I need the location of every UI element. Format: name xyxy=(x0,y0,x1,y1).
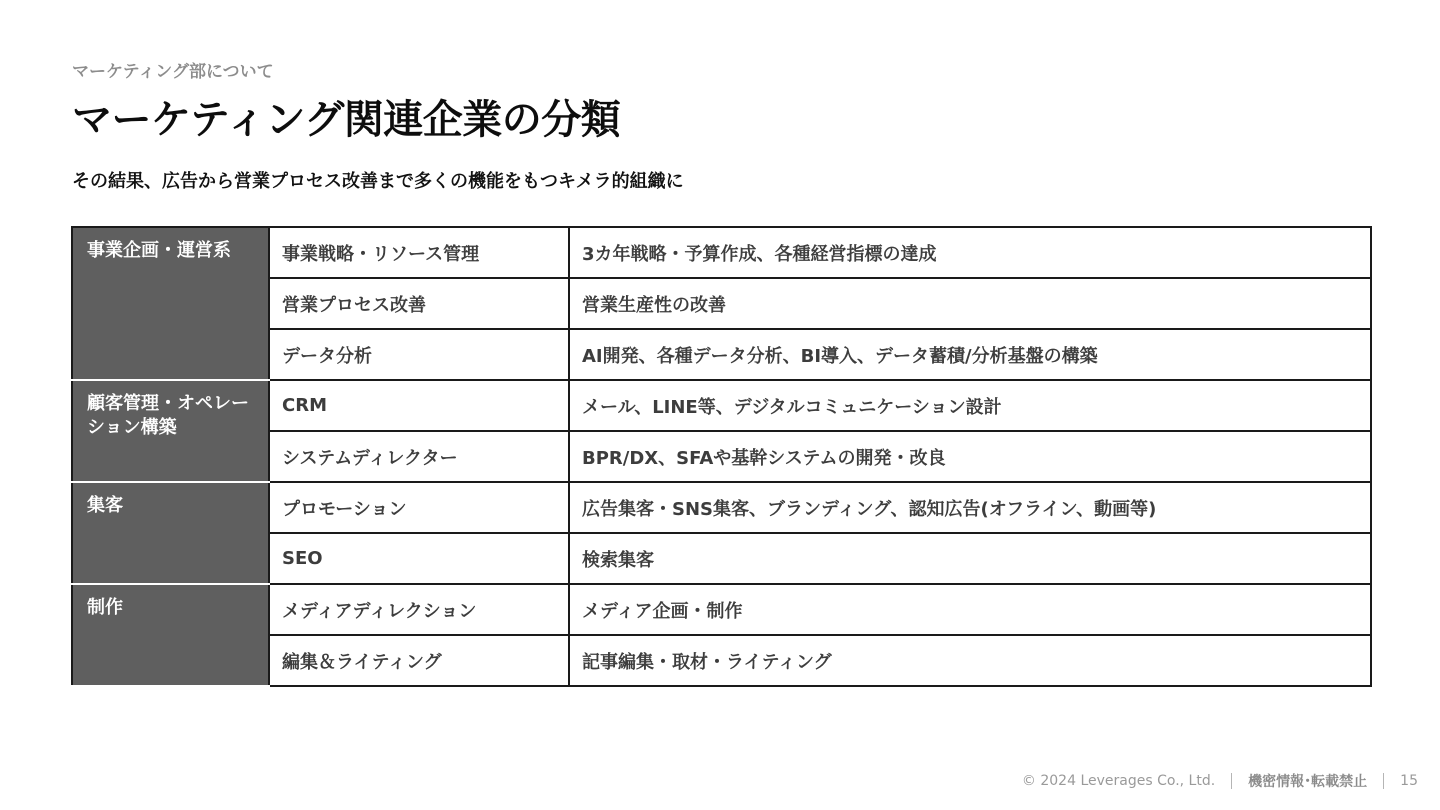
detail-cell: 3カ年戦略・予算作成、各種経営指標の達成 xyxy=(569,227,1371,278)
detail-cell: AI開発、各種データ分析、BI導入、データ蓄積/分析基盤の構築 xyxy=(569,329,1371,380)
footer-divider xyxy=(1231,773,1232,789)
function-cell: データ分析 xyxy=(269,329,569,380)
category-cell: 集客 xyxy=(72,482,269,584)
category-cell: 事業企画・運営系 xyxy=(72,227,269,380)
category-cell: 制作 xyxy=(72,584,269,686)
function-cell: 編集＆ライティング xyxy=(269,635,569,686)
table-row xyxy=(72,380,1371,431)
slide-subtitle: その結果、広告から営業プロセス改善まで多くの機能をもつキメラ的組織に xyxy=(72,171,684,192)
table-row xyxy=(72,584,1371,635)
detail-cell: 営業生産性の改善 xyxy=(569,278,1371,329)
page-number: 15 xyxy=(1400,773,1418,789)
table-row xyxy=(72,227,1371,278)
detail-cell: 記事編集・取材・ライティング xyxy=(569,635,1371,686)
slide-footer xyxy=(1022,771,1418,791)
detail-cell: メール、LINE等、デジタルコミュニケーション設計 xyxy=(569,380,1371,431)
detail-cell: 検索集客 xyxy=(569,533,1371,584)
function-cell: 事業戦略・リソース管理 xyxy=(269,227,569,278)
slide-eyebrow: マーケティング部について xyxy=(72,62,274,82)
copyright-text: © 2024 Leverages Co., Ltd. xyxy=(1021,773,1216,789)
function-cell: 営業プロセス改善 xyxy=(269,278,569,329)
classification-table xyxy=(71,226,1372,687)
category-cell: 顧客管理・オペレーション構築 xyxy=(72,380,269,482)
function-cell: システムディレクター xyxy=(269,431,569,482)
confidential-label: 機密情報･転載禁止 xyxy=(1248,774,1368,790)
detail-cell: BPR/DX、SFAや基幹システムの開発・改良 xyxy=(569,431,1371,482)
function-cell: プロモーション xyxy=(269,482,569,533)
slide-title: マーケティング関連企業の分類 xyxy=(72,97,621,143)
function-cell: メディアディレクション xyxy=(269,584,569,635)
function-cell: SEO xyxy=(269,533,569,584)
detail-cell: 広告集客・SNS集客、ブランディング、認知広告(オフライン、動画等) xyxy=(569,482,1371,533)
table-row xyxy=(72,482,1371,533)
footer-divider xyxy=(1383,773,1384,789)
detail-cell: メディア企画・制作 xyxy=(569,584,1371,635)
function-cell: CRM xyxy=(269,380,569,431)
